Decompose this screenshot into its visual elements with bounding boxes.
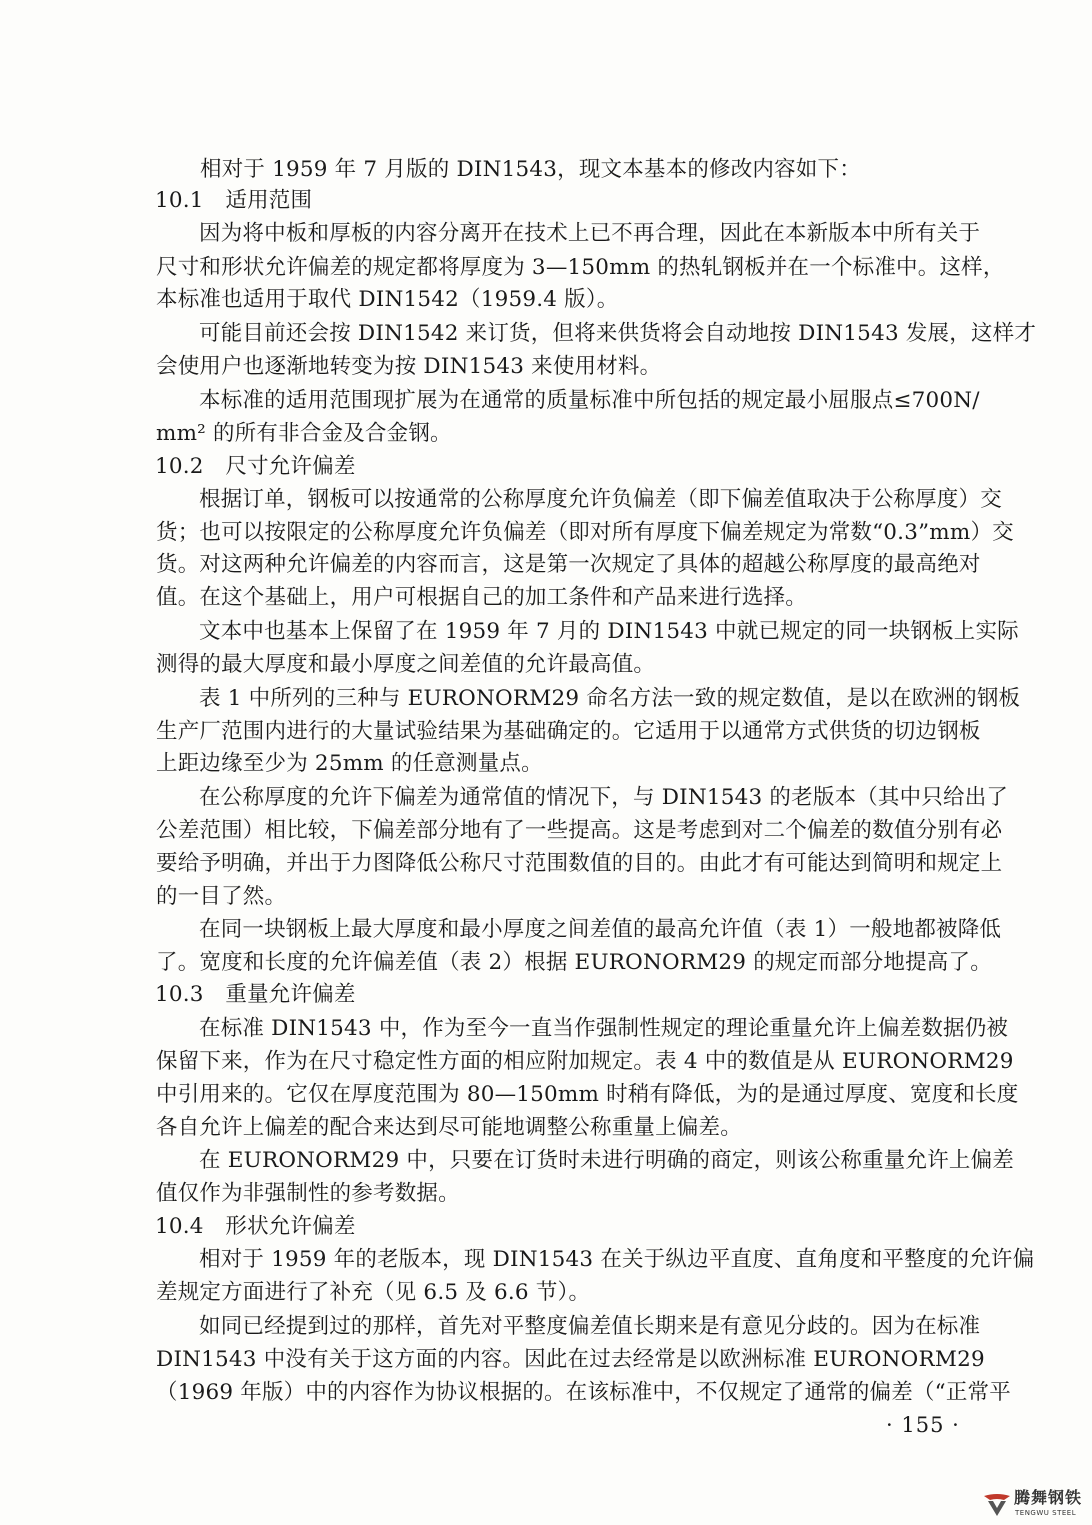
watermark-name-cn: 腾舞钢铁 (1014, 1488, 1083, 1507)
text-line: 中引用来的。它仅在厚度范围为 80—150mm 时稍有降低，为的是通过厚度、宽度和长度 (156, 1082, 1019, 1107)
text-line: 相对于 1959 年的老版本，现 DIN1543 在关于纵边平直度、直角度和平整度的允许偏 (199, 1247, 1035, 1272)
text-line: 各自允许上偏差的配合来达到尽可能地调整公称重量上偏差。 (156, 1115, 742, 1140)
text-line: 了。宽度和长度的允许偏差值（表 2）根据 EURONORM29 的规定而部分地提高了。 (156, 950, 992, 975)
watermark-name-en: TENGWU STEEL (1015, 1509, 1077, 1517)
text-line: 本标准的适用范围现扩展为在通常的质量标准中所包括的规定最小屈服点≤700N/ (199, 388, 980, 413)
text-line: 值。在这个基础上，用户可根据自己的加工条件和产品来进行选择。 (156, 585, 808, 610)
text-line: 本标准也适用于取代 DIN1542（1959.4 版）。 (156, 287, 619, 312)
text-line: 货。对这两种允许偏差的内容而言，这是第一次规定了具体的超越公称厚度的最高绝对 (156, 552, 981, 577)
text-line: 保留下来，作为在尺寸稳定性方面的相应附加规定。表 4 中的数值是从 EURONORM29 (156, 1049, 1014, 1074)
text-line: （1969 年版）中的内容作为协议根据的。在该标准中，不仅规定了通常的偏差（“正常平 (156, 1380, 1011, 1405)
text-line: 在 EURONORM29 中，只要在订货时未进行明确的商定，则该公称重量允许上偏差 (199, 1148, 1014, 1173)
tengwu-logo-icon (982, 1490, 1012, 1518)
text-line: 文本中也基本上保留了在 1959 年 7 月的 DIN1543 中就已规定的同一块钢板上实际 (199, 619, 1019, 644)
text-line: 值仅作为非强制性的参考数据。 (156, 1181, 460, 1206)
page-number: · 155 · (886, 1413, 960, 1437)
text-line: 差规定方面进行了补充（见 6.5 及 6.6 节）。 (156, 1280, 591, 1305)
text-line: 尺寸和形状允许偏差的规定都将厚度为 3—150mm 的热轧钢板并在一个标准中。这样， (156, 255, 1005, 280)
text-line: 根据订单，钢板可以按通常的公称厚度允许负偏差（即下偏差值取决于公称厚度）交 (199, 487, 1002, 512)
text-line: 公差范围）相比较，下偏差部分地有了一些提高。这是考虑到对二个偏差的数值分别有必 (156, 818, 1003, 843)
text-line: 测得的最大厚度和最小厚度之间差值的允许最高值。 (156, 652, 656, 677)
text-line: 因为将中板和厚板的内容分离开在技术上已不再合理，因此在本新版本中所有关于 (199, 221, 981, 246)
text-line: 在公称厚度的允许下偏差为通常值的情况下，与 DIN1543 的老版本（其中只给出了 (199, 785, 1009, 810)
text-line: 在同一块钢板上最大厚度和最小厚度之间差值的最高允许值（表 1）一般地都被降低 (199, 917, 1002, 942)
text-line: 可能目前还会按 DIN1542 来订货，但将来供货将会自动地按 DIN1543 发展，这样才 (199, 321, 1037, 346)
section-heading-10-2: 10.2 尺寸允许偏差 (155, 454, 356, 479)
section-heading-10-1: 10.1 适用范围 (155, 188, 313, 213)
text-line: 会使用户也逐渐地转变为按 DIN1543 来使用材料。 (156, 354, 662, 379)
text-line: 要给予明确，并出于力图降低公称尺寸范围数值的目的。由此才有可能达到简明和规定上 (156, 851, 1003, 876)
section-heading-10-3: 10.3 重量允许偏差 (155, 982, 356, 1007)
text-line: 在标准 DIN1543 中，作为至今一直当作强制性规定的理论重量允许上偏差数据仍被 (199, 1016, 1009, 1041)
text-line: 表 1 中所列的三种与 EURONORM29 命名方法一致的规定数值，是以在欧洲的钢板 (199, 686, 1021, 711)
section-heading-10-4: 10.4 形状允许偏差 (155, 1214, 356, 1239)
text-line: DIN1543 中没有关于这方面的内容。因此在过去经常是以欧洲标准 EURONORM29 (156, 1347, 985, 1372)
text-line: 生产厂范围内进行的大量试验结果为基础确定的。它适用于以通常方式供货的切边钢板 (156, 719, 981, 744)
intro-line: 相对于 1959 年 7 月版的 DIN1543，现文本基本的修改内容如下： (200, 157, 861, 182)
text-line: 货；也可以按限定的公称厚度允许负偏差（即对所有厚度下偏差规定为常数“0.3”mm）交 (156, 520, 1014, 545)
watermark-logo (982, 1488, 1088, 1522)
text-line: 如同已经提到过的那样，首先对平整度偏差值长期来是有意见分歧的。因为在标准 (199, 1314, 981, 1339)
text-line: 上距边缘至少为 25mm 的任意测量点。 (156, 751, 543, 776)
text-line: mm² 的所有非合金及合金钢。 (156, 421, 452, 446)
text-line: 的一目了然。 (156, 884, 287, 909)
